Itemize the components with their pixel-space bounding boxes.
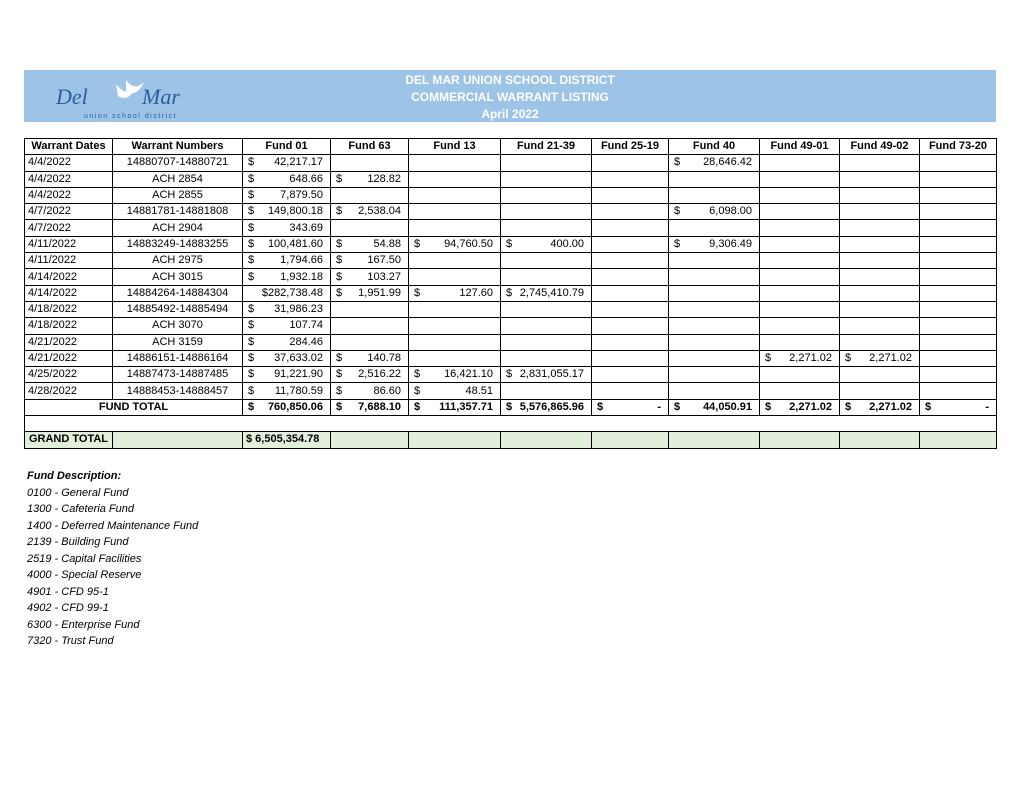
column-header: Fund 21-39: [501, 139, 592, 155]
fund-amount-cell: [331, 334, 409, 350]
fund-amount-cell: [501, 334, 592, 350]
warrant-table: [24, 138, 997, 449]
warrant-number: 14885492-14885494: [113, 301, 243, 317]
fund-amount-cell: [669, 383, 760, 399]
fund-amount-cell: $ 100,481.60: [243, 236, 331, 252]
fund-amount-cell: [920, 350, 997, 366]
fund-amount-cell: $ 128.82: [331, 171, 409, 187]
warrant-number: ACH 2904: [113, 220, 243, 236]
table-row: [25, 204, 997, 220]
fund-description-item: 0100 - General Fund: [27, 486, 129, 499]
fund-amount-cell: [501, 350, 592, 366]
fund-amount-cell: [592, 350, 669, 366]
fund-description-item: 4902 - CFD 99-1: [27, 602, 109, 614]
warrant-date: 4/14/2022: [25, 285, 113, 301]
fund-amount-cell: $ 2,516.22: [331, 367, 409, 383]
warrant-date: 4/4/2022: [25, 155, 113, 171]
grand-total-label: GRAND TOTAL: [25, 432, 113, 448]
column-header: Fund 13: [409, 139, 501, 155]
fund-amount-cell: $ 11,780.59: [243, 383, 331, 399]
warrant-number: ACH 3015: [113, 269, 243, 285]
column-header: Warrant Dates: [25, 139, 113, 155]
fund-amount-cell: [920, 383, 997, 399]
total-cell: $ 2,271.02: [760, 399, 840, 415]
fund-description-item: 2139 - Building Fund: [27, 536, 129, 548]
fund-amount-cell: [501, 187, 592, 203]
fund-description-item: 1400 - Deferred Maintenance Fund: [27, 519, 199, 532]
fund-amount-cell: [331, 301, 409, 317]
fund-amount-cell: [920, 220, 997, 236]
fund-amount-cell: [669, 334, 760, 350]
fund-amount-cell: [409, 301, 501, 317]
fund-amount-cell: [409, 269, 501, 285]
fund-amount-cell: [760, 285, 840, 301]
fund-amount-cell: [592, 269, 669, 285]
warrant-number: 14881781-14881808: [113, 204, 243, 220]
fund-amount-cell: [592, 367, 669, 383]
fund-total-label: FUND TOTAL: [25, 399, 243, 415]
spacer-row: [25, 416, 997, 432]
column-header: Fund 49-01: [760, 139, 840, 155]
table-row: [25, 155, 997, 171]
fund-amount-cell: [331, 318, 409, 334]
total-cell: $ 5,576,865.96: [501, 399, 592, 415]
fund-amount-cell: [592, 220, 669, 236]
warrant-date: 4/21/2022: [25, 350, 113, 366]
total-cell: $ 7,688.10: [331, 399, 409, 415]
fund-amount-cell: [840, 318, 920, 334]
fund-amount-cell: $ 284.46: [243, 334, 331, 350]
table-row: [25, 350, 997, 366]
fund-amount-cell: [669, 187, 760, 203]
fund-amount-cell: [501, 155, 592, 171]
warrant-number: ACH 2854: [113, 171, 243, 187]
fund-amount-cell: [760, 383, 840, 399]
fund-amount-cell: [840, 204, 920, 220]
fund-amount-cell: [840, 383, 920, 399]
fund-amount-cell: $ 140.78: [331, 350, 409, 366]
warrant-number: 14883249-14883255: [113, 236, 243, 252]
fund-amount-cell: [409, 334, 501, 350]
fund-amount-cell: [920, 236, 997, 252]
fund-amount-cell: $ 16,421.10: [409, 367, 501, 383]
fund-description-item: 4901 - CFD 95-1: [27, 585, 109, 598]
table-row: [25, 220, 997, 236]
fund-amount-cell: $ 91,221.90: [243, 367, 331, 383]
fund-amount-cell: [331, 220, 409, 236]
fund-amount-cell: [920, 367, 997, 383]
fund-amount-cell: [840, 220, 920, 236]
warrant-date: 4/25/2022: [25, 367, 113, 383]
fund-amount-cell: [409, 350, 501, 366]
fund-amount-cell: [760, 269, 840, 285]
fund-amount-cell: [760, 204, 840, 220]
fund-amount-cell: $ 149,800.18: [243, 204, 331, 220]
fund-amount-cell: [840, 301, 920, 317]
fund-amount-cell: [409, 155, 501, 171]
fund-amount-cell: [840, 253, 920, 269]
fund-amount-cell: [331, 187, 409, 203]
fund-amount-cell: [592, 204, 669, 220]
fund-amount-cell: [840, 285, 920, 301]
fund-amount-cell: $ 2,271.02: [760, 350, 840, 366]
warrant-date: 4/18/2022: [25, 301, 113, 317]
warrant-date: 4/7/2022: [25, 220, 113, 236]
fund-amount-cell: $ 48.51: [409, 383, 501, 399]
total-cell: $ 44,050.91: [669, 399, 760, 415]
fund-amount-cell: [669, 367, 760, 383]
fund-amount-cell: $282,738.48: [243, 285, 331, 301]
fund-amount-cell: $ 7,879.50: [243, 187, 331, 203]
total-cell: $ 111,357.71: [409, 399, 501, 415]
warrant-number: 14880707-14880721: [113, 155, 243, 171]
fund-amount-cell: [760, 220, 840, 236]
fund-amount-cell: $ 2,271.02: [840, 350, 920, 366]
fund-amount-cell: [592, 253, 669, 269]
fund-amount-cell: [331, 155, 409, 171]
fund-amount-cell: [760, 253, 840, 269]
table-row: [25, 236, 997, 252]
fund-amount-cell: [592, 318, 669, 334]
fund-amount-cell: $ 1,932.18: [243, 269, 331, 285]
fund-amount-cell: [840, 155, 920, 171]
fund-amount-cell: $ 2,538.04: [331, 204, 409, 220]
fund-amount-cell: [669, 253, 760, 269]
fund-amount-cell: [920, 318, 997, 334]
table-row: [25, 269, 997, 285]
fund-amount-cell: [760, 171, 840, 187]
table-row: [25, 187, 997, 203]
fund-amount-cell: $ 54.88: [331, 236, 409, 252]
table-header-row: [25, 139, 997, 155]
fund-amount-cell: [920, 204, 997, 220]
column-header: Fund 63: [331, 139, 409, 155]
fund-amount-cell: [501, 383, 592, 399]
warrant-number: ACH 3070: [113, 318, 243, 334]
fund-amount-cell: [920, 334, 997, 350]
fund-amount-cell: [669, 318, 760, 334]
fund-amount-cell: [409, 253, 501, 269]
fund-amount-cell: [592, 171, 669, 187]
svg-text:Mar: Mar: [142, 84, 180, 109]
fund-amount-cell: [501, 301, 592, 317]
fund-amount-cell: [501, 171, 592, 187]
fund-amount-cell: [592, 301, 669, 317]
fund-amount-cell: [760, 155, 840, 171]
fund-amount-cell: [592, 383, 669, 399]
fund-description-item: 4000 - Special Reserve: [27, 569, 142, 581]
fund-amount-cell: [760, 301, 840, 317]
warrant-date: 4/11/2022: [25, 236, 113, 252]
header-banner: [24, 70, 996, 122]
warrant-date: 4/28/2022: [25, 383, 113, 399]
fund-amount-cell: [501, 318, 592, 334]
grand-total-value: $ 6,505,354.78: [243, 432, 331, 448]
fund-description-item: 6300 - Enterprise Fund: [27, 618, 140, 631]
fund-amount-cell: [920, 285, 997, 301]
district-title: DEL MAR UNION SCHOOL DISTRICT: [405, 73, 615, 87]
fund-amount-cell: [920, 301, 997, 317]
fund-amount-cell: [592, 155, 669, 171]
fund-amount-cell: [669, 269, 760, 285]
fund-amount-cell: [592, 236, 669, 252]
fund-amount-cell: $ 1,951.99: [331, 285, 409, 301]
total-cell: $ 760,850.06: [243, 399, 331, 415]
column-header: Fund 73-20: [920, 139, 997, 155]
fund-amount-cell: $ 86.60: [331, 383, 409, 399]
fund-description-item: 7320 - Trust Fund: [27, 635, 114, 647]
fund-amount-cell: $ 37,633.02: [243, 350, 331, 366]
fund-amount-cell: $ 28,646.42: [669, 155, 760, 171]
fund-amount-cell: [409, 171, 501, 187]
fund-amount-cell: $ 42,217.17: [243, 155, 331, 171]
period-title: April 2022: [481, 107, 539, 121]
fund-amount-cell: $ 1,794.66: [243, 253, 331, 269]
warrant-date: 4/4/2022: [25, 171, 113, 187]
fund-amount-cell: [840, 171, 920, 187]
fund-amount-cell: [920, 187, 997, 203]
fund-amount-cell: [669, 285, 760, 301]
fund-amount-cell: [501, 269, 592, 285]
warrant-number: 14887473-14887485: [113, 367, 243, 383]
warrant-date: 4/7/2022: [25, 204, 113, 220]
table-row: [25, 367, 997, 383]
fund-amount-cell: [840, 269, 920, 285]
table-row: [25, 253, 997, 269]
warrant-date: 4/14/2022: [25, 269, 113, 285]
fund-amount-cell: [760, 367, 840, 383]
fund-amount-cell: $ 400.00: [501, 236, 592, 252]
fund-amount-cell: [760, 318, 840, 334]
warrant-number: ACH 2975: [113, 253, 243, 269]
fund-amount-cell: [760, 187, 840, 203]
fund-amount-cell: [920, 253, 997, 269]
fund-amount-cell: $ 9,306.49: [669, 236, 760, 252]
fund-amount-cell: $ 127.60: [409, 285, 501, 301]
fund-amount-cell: $ 6,098.00: [669, 204, 760, 220]
warrant-date: 4/11/2022: [25, 253, 113, 269]
fund-amount-cell: [409, 318, 501, 334]
column-header: Fund 49-02: [840, 139, 920, 155]
total-cell: $ 2,271.02: [840, 399, 920, 415]
fund-amount-cell: $ 103.27: [331, 269, 409, 285]
fund-amount-cell: [840, 187, 920, 203]
column-header: Fund 01: [243, 139, 331, 155]
fund-description-item: 1300 - Cafeteria Fund: [27, 503, 135, 515]
fund-amount-cell: [669, 171, 760, 187]
warrant-date: 4/21/2022: [25, 334, 113, 350]
warrant-number: 14886151-14886164: [113, 350, 243, 366]
warrant-date: 4/4/2022: [25, 187, 113, 203]
fund-amount-cell: $ 343.69: [243, 220, 331, 236]
logo-subtext: union school district: [84, 113, 177, 120]
fund-amount-cell: $ 107.74: [243, 318, 331, 334]
fund-amount-cell: [840, 334, 920, 350]
fund-amount-cell: [501, 253, 592, 269]
fund-amount-cell: $ 167.50: [331, 253, 409, 269]
listing-title: COMMERCIAL WARRANT LISTING: [411, 90, 609, 104]
fund-description: [27, 468, 198, 650]
fund-total-row: [25, 399, 997, 415]
fund-amount-cell: $ 31,986.23: [243, 301, 331, 317]
fund-amount-cell: [920, 155, 997, 171]
fund-amount-cell: $ 94,760.50: [409, 236, 501, 252]
fund-amount-cell: [501, 204, 592, 220]
fund-amount-cell: [592, 334, 669, 350]
grand-total-row: [25, 432, 997, 448]
fund-amount-cell: [840, 367, 920, 383]
logo-wordmark: Del: [56, 84, 88, 109]
table-row: [25, 318, 997, 334]
table-row: [25, 334, 997, 350]
table-row: [25, 383, 997, 399]
table-row: [25, 171, 997, 187]
fund-amount-cell: $ 2,831,055.17: [501, 367, 592, 383]
column-header: Fund 25-19: [592, 139, 669, 155]
fund-amount-cell: [409, 220, 501, 236]
warrant-date: 4/18/2022: [25, 318, 113, 334]
fund-amount-cell: [669, 301, 760, 317]
warrant-number: 14888453-14888457: [113, 383, 243, 399]
fund-amount-cell: [920, 171, 997, 187]
fund-amount-cell: [409, 187, 501, 203]
fund-amount-cell: [669, 220, 760, 236]
fund-amount-cell: [409, 204, 501, 220]
fund-amount-cell: [840, 236, 920, 252]
warrant-number: ACH 2855: [113, 187, 243, 203]
table-row: [25, 301, 997, 317]
warrant-number: 14884264-14884304: [113, 285, 243, 301]
total-cell: $ -: [920, 399, 997, 415]
table-row: [25, 285, 997, 301]
fund-amount-cell: $ 648.66: [243, 171, 331, 187]
fund-amount-cell: [760, 236, 840, 252]
column-header: Warrant Numbers: [113, 139, 243, 155]
column-header: Fund 40: [669, 139, 760, 155]
fund-amount-cell: [592, 187, 669, 203]
fund-amount-cell: [592, 285, 669, 301]
fund-amount-cell: [920, 269, 997, 285]
fund-amount-cell: $ 2,745,410.79: [501, 285, 592, 301]
fund-description-title: Fund Description:: [27, 470, 122, 482]
fund-amount-cell: [669, 350, 760, 366]
warrant-number: ACH 3159: [113, 334, 243, 350]
total-cell: $ -: [592, 399, 669, 415]
fund-amount-cell: [760, 334, 840, 350]
fund-description-item: 2519 - Capital Facilities: [27, 552, 142, 565]
fund-amount-cell: [501, 220, 592, 236]
